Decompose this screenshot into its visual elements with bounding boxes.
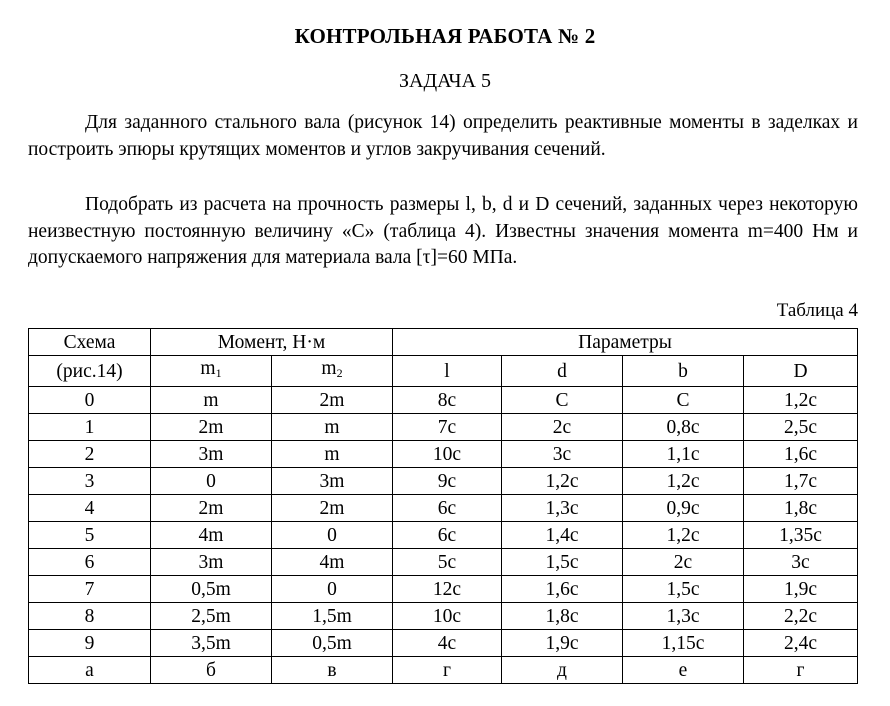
table-cell: е: [623, 657, 744, 684]
table-cell: 7: [29, 576, 151, 603]
table-cell: 10c: [393, 603, 502, 630]
table-row: [29, 468, 858, 495]
table-cell: 3m: [272, 468, 393, 495]
table-cell: 1,2c: [623, 468, 744, 495]
table-row: [29, 522, 858, 549]
table-row: [29, 495, 858, 522]
table-cell: 1,2c: [623, 522, 744, 549]
table-cell: 5: [29, 522, 151, 549]
table-cell: 3c: [502, 441, 623, 468]
table-row: [29, 414, 858, 441]
table-row: [29, 387, 858, 414]
table-cell: 4m: [151, 522, 272, 549]
table-cell: 1,9c: [502, 630, 623, 657]
table-cell: 1,6c: [744, 441, 858, 468]
table-cell: m: [272, 441, 393, 468]
table-cell: 4: [29, 495, 151, 522]
header-m1-sub: 1: [215, 366, 222, 380]
table-header-row: [29, 329, 858, 356]
table-cell: 0: [272, 576, 393, 603]
header-m1-base: m: [200, 358, 216, 379]
page-title: КОНТРОЛЬНАЯ РАБОТА № 2: [294, 24, 596, 48]
task-heading: ЗАДАЧА 5: [399, 70, 491, 92]
table-cell: 1: [29, 414, 151, 441]
header-b: b: [623, 356, 744, 387]
table-cell: 8c: [393, 387, 502, 414]
table-cell: 0: [272, 522, 393, 549]
table-cell: 2m: [272, 495, 393, 522]
table-cell: 9: [29, 630, 151, 657]
table-cell: 0: [151, 468, 272, 495]
table-cell: 2,5c: [744, 414, 858, 441]
table-row: [29, 657, 858, 684]
table-cell: 1,5c: [623, 576, 744, 603]
table-cell: б: [151, 657, 272, 684]
table-row: [29, 549, 858, 576]
table-cell: 1,15c: [623, 630, 744, 657]
table-cell: 2,5m: [151, 603, 272, 630]
table-cell: 2,2c: [744, 603, 858, 630]
table-cell: 6c: [393, 522, 502, 549]
table-cell: 2c: [502, 414, 623, 441]
table-cell: 2m: [151, 495, 272, 522]
header-m2-sub: 2: [336, 366, 343, 380]
header-D: D: [744, 356, 858, 387]
table-cell: 8: [29, 603, 151, 630]
table-cell: 1,3c: [502, 495, 623, 522]
table-cell: 0,5m: [151, 576, 272, 603]
parameters-table: [28, 328, 858, 684]
table-cell: 0,9c: [623, 495, 744, 522]
table-subheader-row: [29, 356, 858, 387]
table-cell: 3,5m: [151, 630, 272, 657]
table-cell: 1,5m: [272, 603, 393, 630]
table-cell: в: [272, 657, 393, 684]
table-row: [29, 576, 858, 603]
table-cell: 3: [29, 468, 151, 495]
table-cell: 12c: [393, 576, 502, 603]
header-d: d: [502, 356, 623, 387]
task-paragraph-2: Подобрать из расчета на прочность размеры l, b, d и D сечений, заданных через некоторую неизвестную постоянную величину «С» (таблица 4). Известны значения момента m=400 Нм и допускаемого напряжения для материала вала [τ]=60 МПа.: [28, 194, 858, 268]
header-m2: [272, 356, 393, 387]
table-cell: 1,1c: [623, 441, 744, 468]
table-cell: 3m: [151, 549, 272, 576]
table-cell: m: [151, 387, 272, 414]
table-cell: 10c: [393, 441, 502, 468]
table-cell: 4m: [272, 549, 393, 576]
table-cell: 1,2c: [502, 468, 623, 495]
table-cell: а: [29, 657, 151, 684]
table-cell: 1,35c: [744, 522, 858, 549]
table-cell: 9c: [393, 468, 502, 495]
task-paragraph-1: Для заданного стального вала (рисунок 14) определить реактивные моменты в заделках и построить эпюры крутящих моментов и углов закручивания сечений.: [28, 112, 858, 160]
table-cell: 5c: [393, 549, 502, 576]
table-cell: 6c: [393, 495, 502, 522]
table-cell: 2: [29, 441, 151, 468]
header-m1: [151, 356, 272, 387]
table-row: [29, 603, 858, 630]
header-m2-base: m: [321, 358, 337, 379]
table-cell: г: [393, 657, 502, 684]
table-cell: 2,4c: [744, 630, 858, 657]
table-cell: 6: [29, 549, 151, 576]
table-cell: 3m: [151, 441, 272, 468]
table-cell: 0,5m: [272, 630, 393, 657]
table-cell: m: [272, 414, 393, 441]
table-cell: C: [623, 387, 744, 414]
table-cell: г: [744, 657, 858, 684]
header-moment: Момент, Н·м: [151, 329, 393, 356]
header-scheme-figure: (рис.14): [29, 356, 151, 387]
table-cell: 1,3c: [623, 603, 744, 630]
table-cell: 1,5c: [502, 549, 623, 576]
table-cell: 1,6c: [502, 576, 623, 603]
table-cell: 1,4c: [502, 522, 623, 549]
table-cell: 3c: [744, 549, 858, 576]
table-row: [29, 630, 858, 657]
table-cell: 1,9c: [744, 576, 858, 603]
table-cell: 7c: [393, 414, 502, 441]
table-cell: 0,8c: [623, 414, 744, 441]
table-cell: 1,8c: [744, 495, 858, 522]
table-cell: 1,8c: [502, 603, 623, 630]
table-cell: 4c: [393, 630, 502, 657]
header-l: l: [393, 356, 502, 387]
table-cell: 2m: [272, 387, 393, 414]
header-parameters: Параметры: [393, 329, 858, 356]
table-cell: 0: [29, 387, 151, 414]
table-row: [29, 441, 858, 468]
table-cell: C: [502, 387, 623, 414]
header-scheme: Схема: [29, 329, 151, 356]
table-caption: Таблица 4: [776, 300, 858, 321]
table-cell: 2m: [151, 414, 272, 441]
table-cell: 2c: [623, 549, 744, 576]
table-cell: д: [502, 657, 623, 684]
table-cell: 1,7c: [744, 468, 858, 495]
table-cell: 1,2c: [744, 387, 858, 414]
